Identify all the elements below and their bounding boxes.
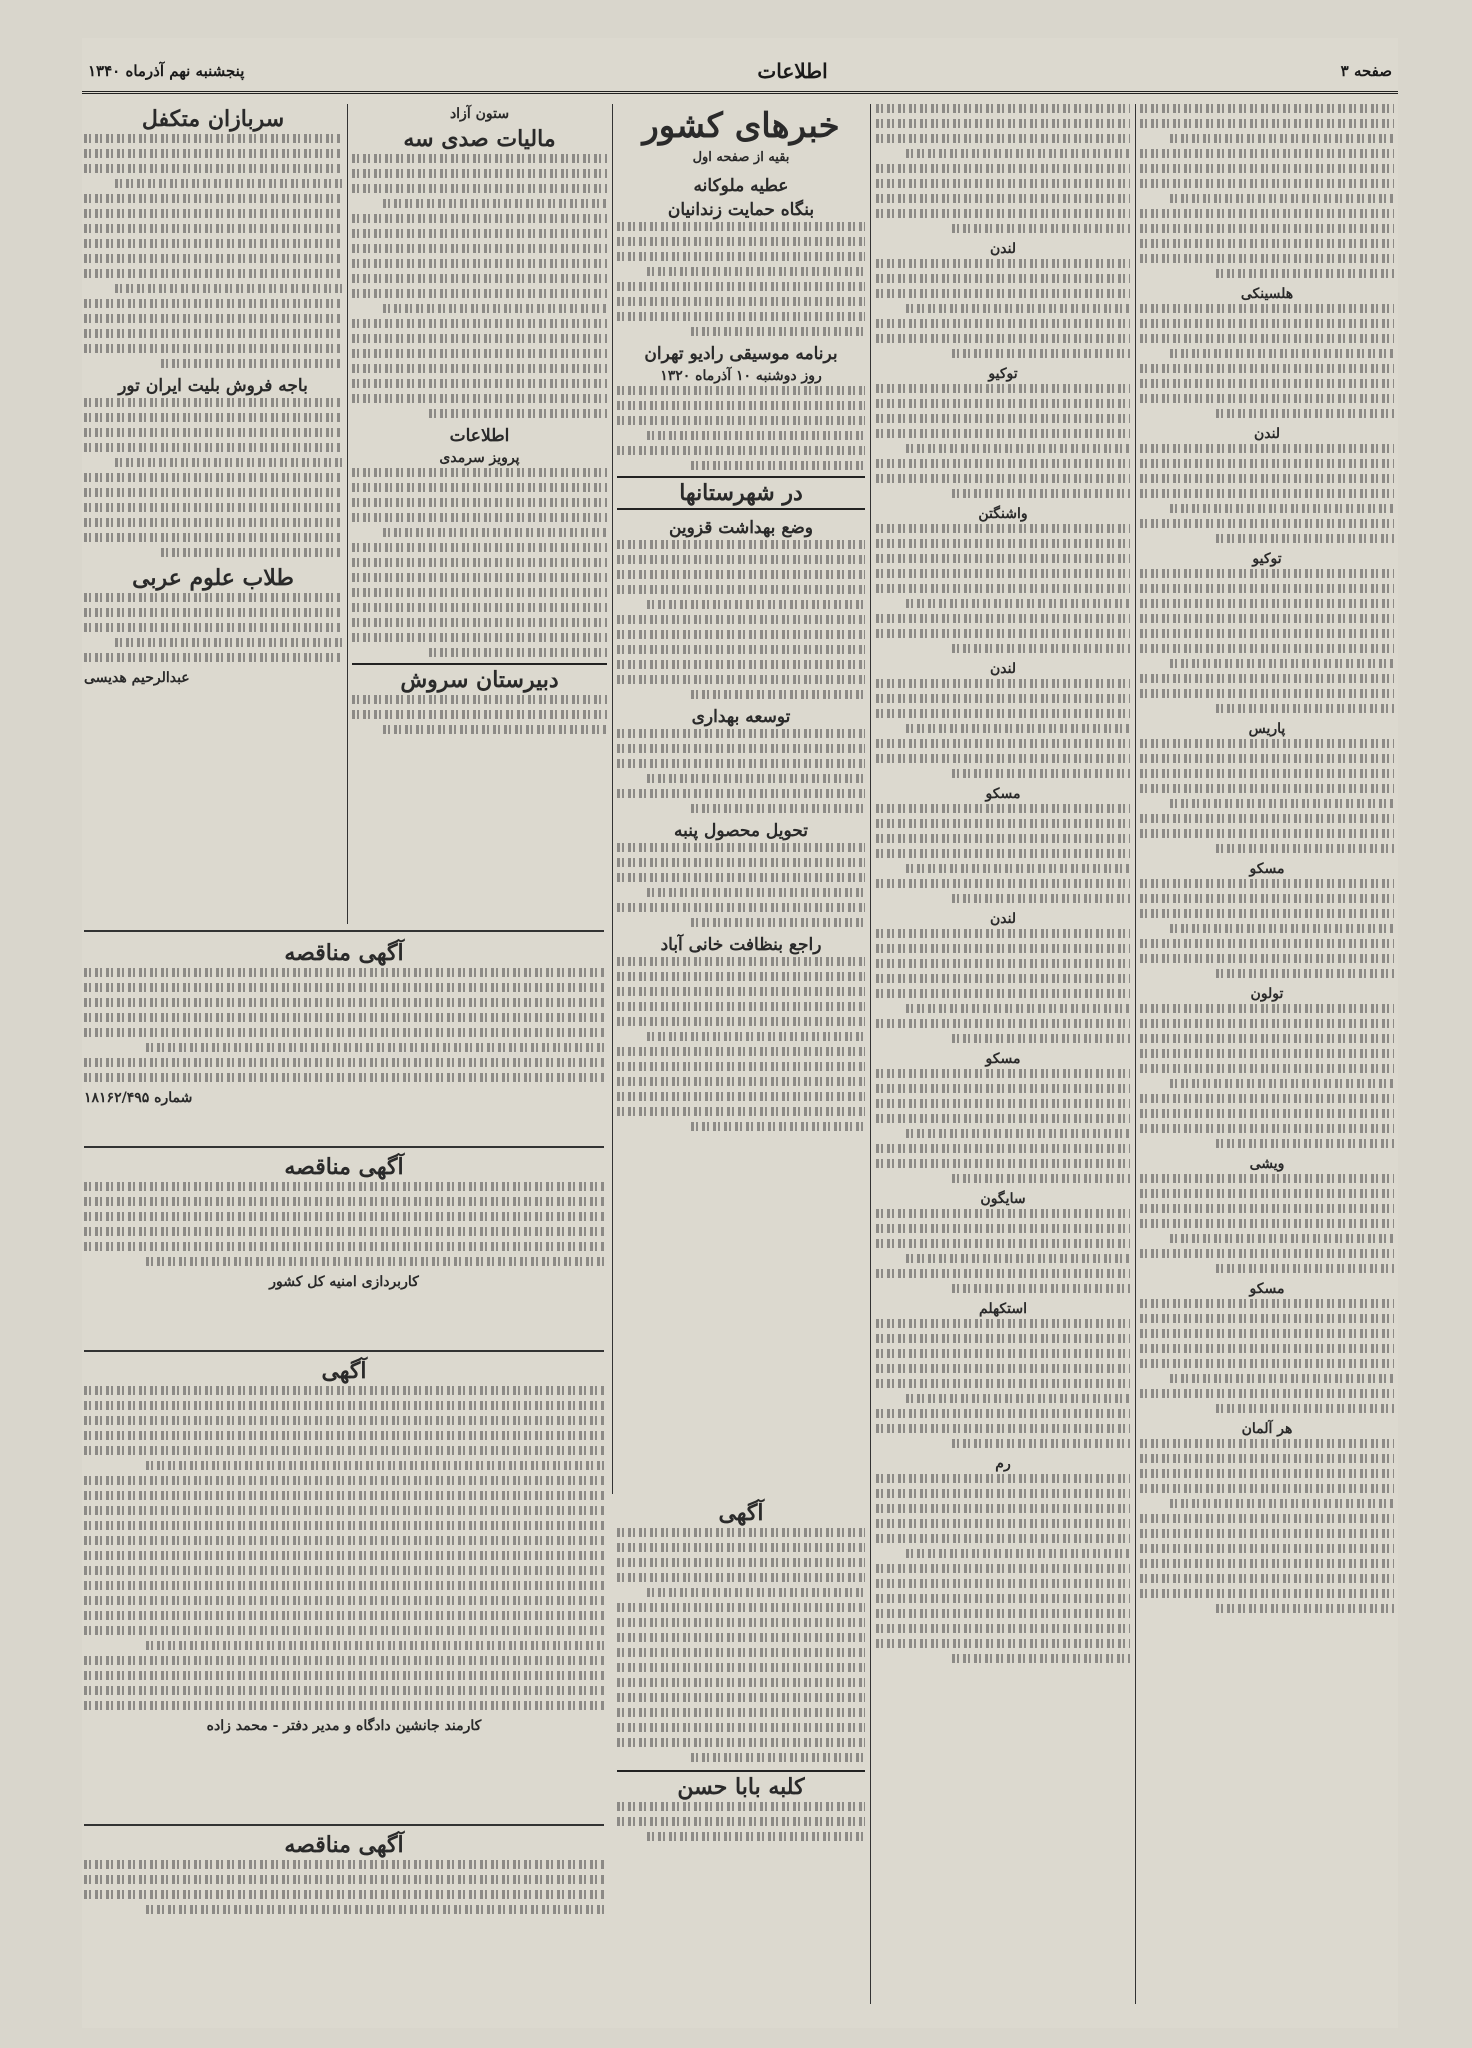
column-3 — [617, 104, 865, 1494]
ad-tender-1-title: آگهی مناقصه — [284, 940, 404, 966]
page-number: صفحه ۳ — [1340, 61, 1392, 80]
ad-kolbe-baba-hasan: کلبه بابا حسن — [617, 1770, 865, 1802]
headline-iran-tour-ticket-office: باجه فروش بلیت ایران تور — [118, 376, 308, 396]
dateline-toulon: تولون — [1250, 986, 1284, 1002]
dateline-washington: واشنگتن — [978, 506, 1028, 522]
headline-soroush-highschool: دبیرستان سروش — [352, 663, 607, 695]
headline-radio-program: برنامه موسیقی رادیو تهران — [644, 344, 838, 364]
column-rule — [612, 104, 613, 1494]
headline-royal-gift: عطیه ملوکانه — [693, 176, 789, 196]
dateline-paris: پاریس — [1248, 721, 1286, 737]
ads-divider — [84, 1824, 604, 1826]
ad-tender-1 — [84, 938, 604, 1138]
column-1 — [1140, 104, 1394, 2004]
dateline-london: لندن — [989, 241, 1017, 257]
headline-provinces: در شهرستانها — [617, 476, 865, 510]
column-4 — [352, 104, 607, 924]
signature-name: عبدالرحیم هدیسی — [84, 670, 190, 686]
dateline-london-2: لندن — [989, 661, 1017, 677]
dateline-moscow: مسکو — [985, 786, 1021, 802]
column-5 — [84, 104, 342, 924]
dateline-saigon: سایگون — [980, 1191, 1026, 1207]
column-rule — [347, 104, 348, 924]
subhead-information: اطلاعات — [449, 426, 510, 446]
dateline-helsinki: هلسینکی — [1240, 286, 1294, 302]
radio-program-date: روز دوشنبه ۱۰ آذرماه ۱۳۲۰ — [660, 368, 822, 384]
masthead — [82, 50, 1398, 94]
headline-cotton-delivery: تحویل محصول پنبه — [674, 821, 808, 841]
dateline-moscow-2: مسکو — [985, 1051, 1021, 1067]
ad-title: آگهی — [718, 1500, 764, 1526]
dateline-moscow: مسکو — [1249, 861, 1285, 877]
dateline-tokyo: توکیو — [988, 366, 1018, 382]
ad-tender-1-number: شماره ۱۸۱۶۲/۴۹۵ — [84, 1090, 193, 1106]
dateline-moscow-2: مسکو — [1249, 1281, 1285, 1297]
dateline-germany: هر آلمان — [1241, 1421, 1293, 1437]
ads-divider — [84, 930, 604, 932]
ad-tender-2 — [84, 1152, 604, 1342]
headline-three-percent-tax: مالیات صدی سه — [403, 126, 556, 152]
dateline-vichy: ویشی — [1249, 1156, 1285, 1172]
ad-court-notice-signature: کارمند جانشین دادگاه و مدیر دفتر - محمد زاده — [206, 1718, 482, 1734]
newspaper-page — [82, 38, 1398, 2028]
column-rule — [870, 104, 871, 2004]
dateline-london-3: لندن — [989, 911, 1017, 927]
date-line: پنجشنبه نهم آذرماه ۱۳۴۰ — [88, 61, 245, 80]
column-rule — [1135, 104, 1136, 2004]
headline-khaniabad-cleanup: راجع بنظافت خانی آباد — [660, 935, 822, 955]
ad-tender-2-signature: کاربردازی امنیه کل کشور — [269, 1274, 419, 1290]
ads-divider — [84, 1350, 604, 1352]
headline-health-expansion: توسعه بهداری — [691, 707, 791, 727]
dateline-rome: رم — [995, 1456, 1011, 1472]
section-title-national-news: خبرهای کشور — [642, 106, 840, 146]
ad-court-notice-title: آگهی — [321, 1358, 367, 1384]
column-2 — [876, 104, 1130, 2004]
ad-tender-3 — [84, 1830, 604, 1950]
ad-tender-3-title: آگهی مناقصه — [284, 1832, 404, 1858]
free-column-tag: ستون آزاد — [449, 106, 510, 122]
continued-from-page-one: بقیه از صفحه اول — [692, 150, 790, 165]
ad-tender-2-title: آگهی مناقصه — [284, 1154, 404, 1180]
author-parviz-sarmadi: پرویز سرمدی — [439, 450, 520, 466]
ad-court-notice — [84, 1356, 604, 1816]
column-3-ads — [617, 1498, 865, 2008]
dateline-tokyo: توکیو — [1252, 551, 1282, 567]
dateline-stockholm: استکهلم — [979, 1301, 1027, 1317]
ads-divider — [84, 1146, 604, 1148]
headline-dependent-soldiers: سربازان متکفل — [141, 106, 285, 132]
dateline-london: لندن — [1253, 426, 1281, 442]
headline-qazvin-health: وضع بهداشت قزوین — [668, 518, 814, 538]
paper-name: اطلاعات — [757, 58, 828, 83]
headline-prisoner-support: بنگاه حمایت زندانیان — [667, 200, 815, 220]
headline-arabic-students: طلاب علوم عربی — [132, 565, 294, 591]
